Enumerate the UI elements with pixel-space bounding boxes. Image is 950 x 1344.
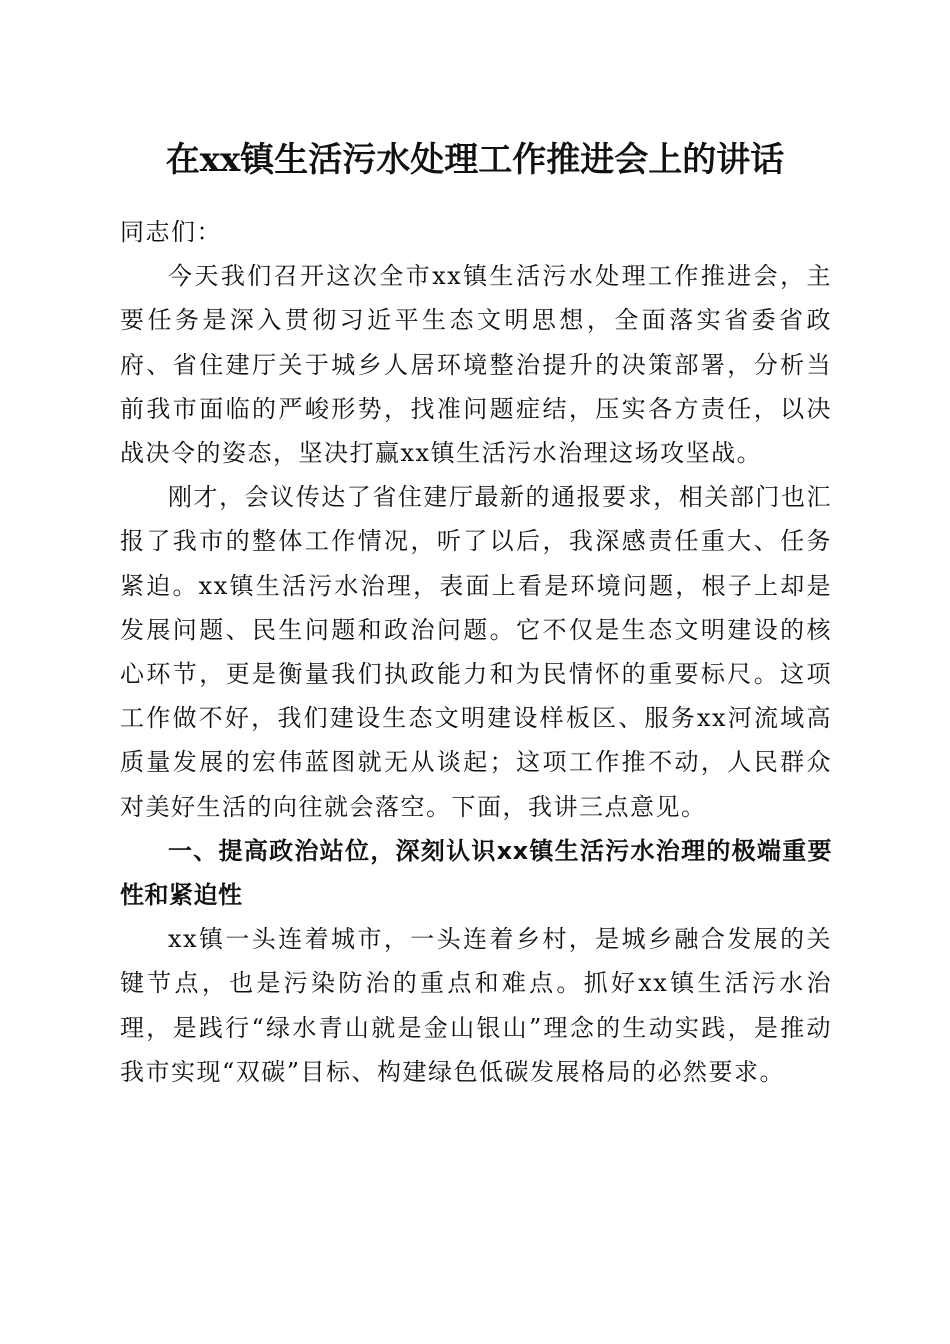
document-body	[120, 210, 832, 1094]
salutation: 同志们：	[120, 218, 222, 246]
paragraph-1: 今天我们召开这次全市xx镇生活污水处理工作推进会，主要任务是深入贯彻习近平生态文明思想，全面落实省委省政府、省住建厅关于城乡人居环境整治提升的决策部署，分析当前我市面临的严峻形势，找准问题症结，压实各方责任，以决战决令的姿态，坚决打赢xx镇生活污水治理这场攻坚战。	[120, 262, 832, 468]
paragraph-2: 刚才，会议传达了省住建厅最新的通报要求，相关部门也汇报了我市的整体工作情况，听了以后，我深感责任重大、任务紧迫。xx镇生活污水治理，表面上看是环境问题，根子上却是发展问题、民生问题和政治问题。它不仅是生态文明建设的核心环节，更是衡量我们执政能力和为民情怀的重要标尺。这项工作做不好，我们建设生态文明建设样板区、服务xx河流域高质量发展的宏伟蓝图就无从谈起；这项工作推不动，人民群众对美好生活的向往就会落空。下面，我讲三点意见。	[120, 483, 832, 821]
section-heading-1: 一、提高政治站位，深刻认识xx镇生活污水治理的极端重要性和紧迫性	[120, 836, 832, 910]
paragraph-3: xx镇一头连着城市，一头连着乡村，是城乡融合发展的关键节点，也是污染防治的重点和难点。抓好xx镇生活污水治理，是践行“绿水青山就是金山银山”理念的生动实践，是推动我市实现“双碳”目标、构建绿色低碳发展格局的必然要求。	[120, 925, 832, 1086]
document-title: 在xx镇生活污水处理工作推进会上的讲话	[165, 140, 785, 180]
